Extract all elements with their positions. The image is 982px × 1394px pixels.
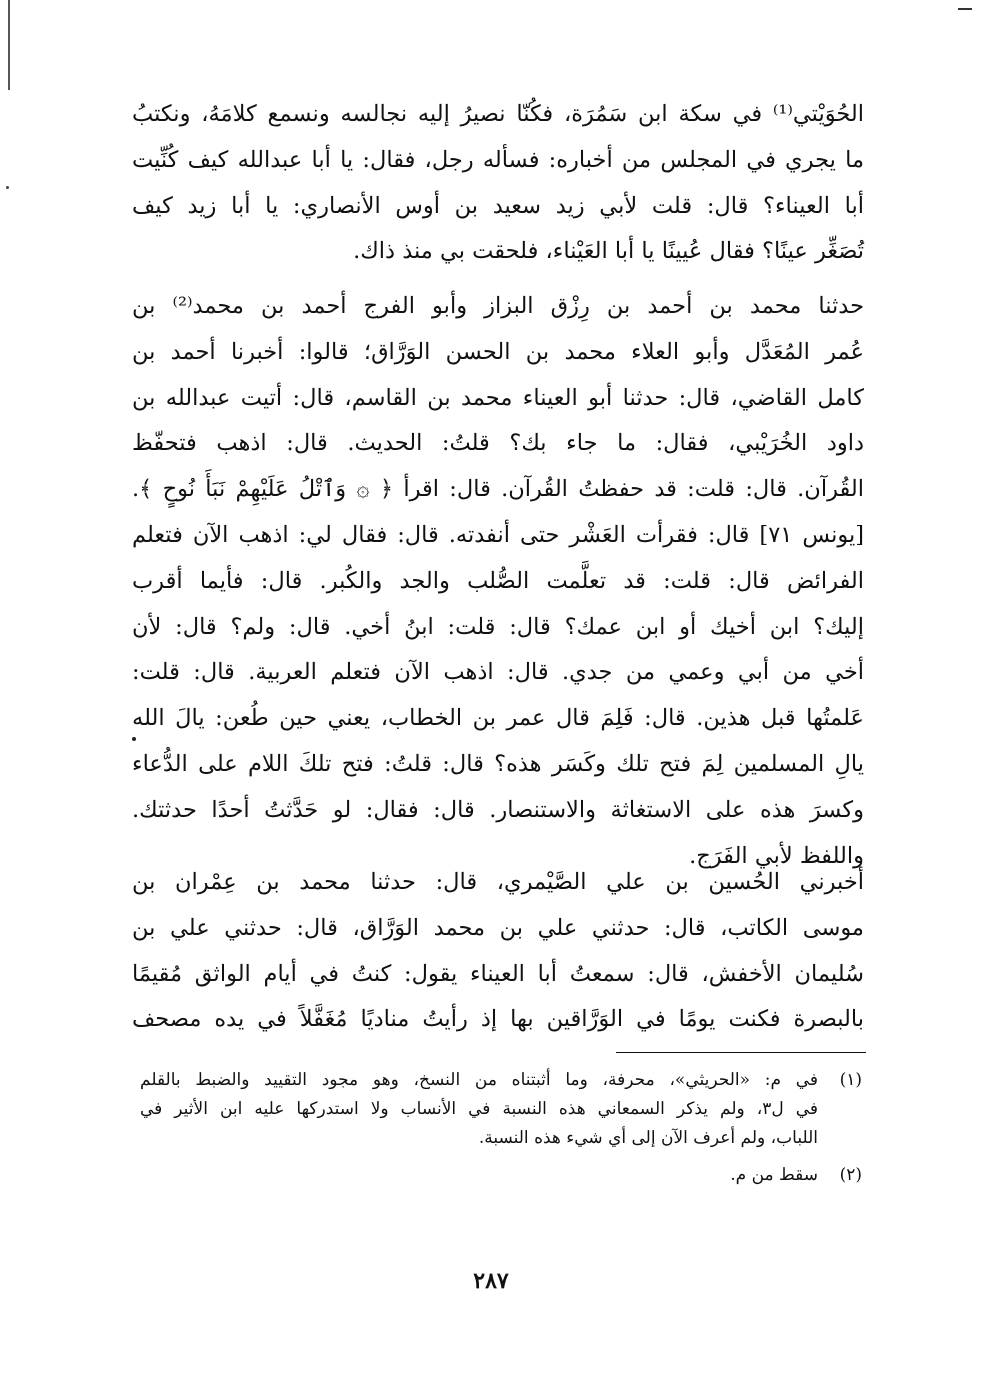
text-line: تُصَغِّر عينًا؟ فقال عُيينًا يا أبا العَيْناء، فلحقت بي منذ ذاك. xyxy=(353,238,864,265)
text-line: داود الخُرَيْبي، فقال: ما جاء بك؟ قلتُ: الحديث. قال: اذهب فتحفّظ xyxy=(132,430,864,457)
scan-speck xyxy=(6,186,9,189)
scan-edge-mark xyxy=(958,8,972,10)
scan-edge-line xyxy=(8,0,10,90)
text-line: عُمر المُعَدَّل وأبو العلاء محمد بن الحسن الوَرَّاق؛ قالوا: أخبرنا أحمد بن xyxy=(132,338,864,365)
text-line: سُليمان الأخفش، قال: سمعتُ أبا العيناء يقول: كنتُ في أيام الواثق مُقيمًا xyxy=(132,960,864,987)
footnote-number: (١) xyxy=(839,1070,862,1090)
text-line: ما يجري في المجلس من أخباره: فسأله رجل، فقال: يا أبا عبدالله كيف كُنِّيت xyxy=(132,146,864,173)
footnote-line: في م: «الحريثي»، محرفة، وما أثبتناه من النسخ، وهو مجود التقييد والضبط بالقلم xyxy=(140,1070,818,1090)
text-line: الفرائض قال: قلت: قد تعلَّمت الصُّلب والجد والكُبر. قال: فأيما أقرب xyxy=(132,567,864,594)
text-line: وكسرَ هذه على الاستغاثة والاستنصار. قال: فقال: لو حَدَّثتُ أحدًا حدثتك. xyxy=(132,796,864,823)
footnotes xyxy=(140,1066,862,1190)
text-line: كامل القاضي، قال: حدثنا أبو العيناء محمد بن القاسم، قال: أتيت عبدالله بن xyxy=(132,384,864,411)
paragraph-3 xyxy=(132,860,864,1043)
text-line: الحُوَيْتي⁽¹⁾ في سكة ابن سَمُرَة، فكُنّا نصيرُ إليه نجالسه ونسمع كلامَهُ، ونكتبُ xyxy=(132,101,864,127)
text-line: بالبصرة فكنت يومًا في الوَرَّاقين بها إذ رأيتُ مناديًا مُغَفَّلاً في يده مصحف xyxy=(132,1006,864,1033)
footnote-separator xyxy=(616,1052,866,1053)
text-line: واللفظ لأبي الفَرَج. xyxy=(689,842,864,869)
text-line: أخبرني الحُسين بن علي الصَّيْمري، قال: حدثنا محمد بن عِمْران بن xyxy=(132,869,864,895)
footnote-1 xyxy=(140,1066,862,1153)
text-line: عَلمتُها قبل هذين. قال: فَلِمَ قال عمر بن الخطاب، يعني حين طُعن: يالَ الله xyxy=(132,705,864,732)
text-line: يالِ المسلمين لِمَ فتح تلك وكَسَر هذه؟ قال: قلتُ: فتح تلكَ اللام على الدُّعاء xyxy=(132,750,864,777)
text-line: موسى الكاتب، قال: حدثني علي بن محمد الوَرَّاق، قال: حدثني علي بن xyxy=(132,914,864,941)
text-line: [يونس ٧١] قال: فقرأت العَشْر حتى أنفدته. قال: فقال لي: اذهب الآن فتعلم xyxy=(132,521,864,548)
footnote-line: في ل٣، ولم يذكر السمعاني هذه النسبة في الأنساب ولا استدركها عليه ابن الأثير في xyxy=(140,1099,818,1119)
text-line: القُرآن. قال: قلت: قد حفظتُ القُرآن. قال: اقرأ ﴿ ۞ وَٱتْلُ عَلَيْهِمْ نَبَأَ نُوحٍ ﴾. xyxy=(132,476,864,503)
footnote-number: (٢) xyxy=(839,1165,862,1185)
text-line: أبا العيناء؟ قال: قلت لأبي زيد سعيد بن أوس الأنصاري: يا أبا زيد كيف xyxy=(132,192,864,219)
text-line: إليك؟ ابن أخيك أو ابن عمك؟ قال: قلت: ابنُ أخي. قال: ولم؟ قال: لأن xyxy=(132,613,864,640)
text-line: حدثنا محمد بن أحمد بن رِزْق البزاز وأبو الفرج أحمد بن محمد⁽²⁾ بن xyxy=(132,293,864,319)
paragraph-2 xyxy=(132,284,864,879)
page-number: ٢٨٧ xyxy=(473,1268,509,1294)
footnote-line: سقط من م. xyxy=(730,1165,818,1185)
footnote-line: اللباب، ولم أعرف الآن إلى أي شيء هذه النسبة. xyxy=(478,1128,818,1148)
paragraph-1 xyxy=(132,92,864,275)
text-line: أخي من أبي وعمي من جدي. قال: اذهب الآن فتعلم العربية. قال: قلت: xyxy=(132,659,864,686)
footnote-2 xyxy=(140,1161,862,1190)
